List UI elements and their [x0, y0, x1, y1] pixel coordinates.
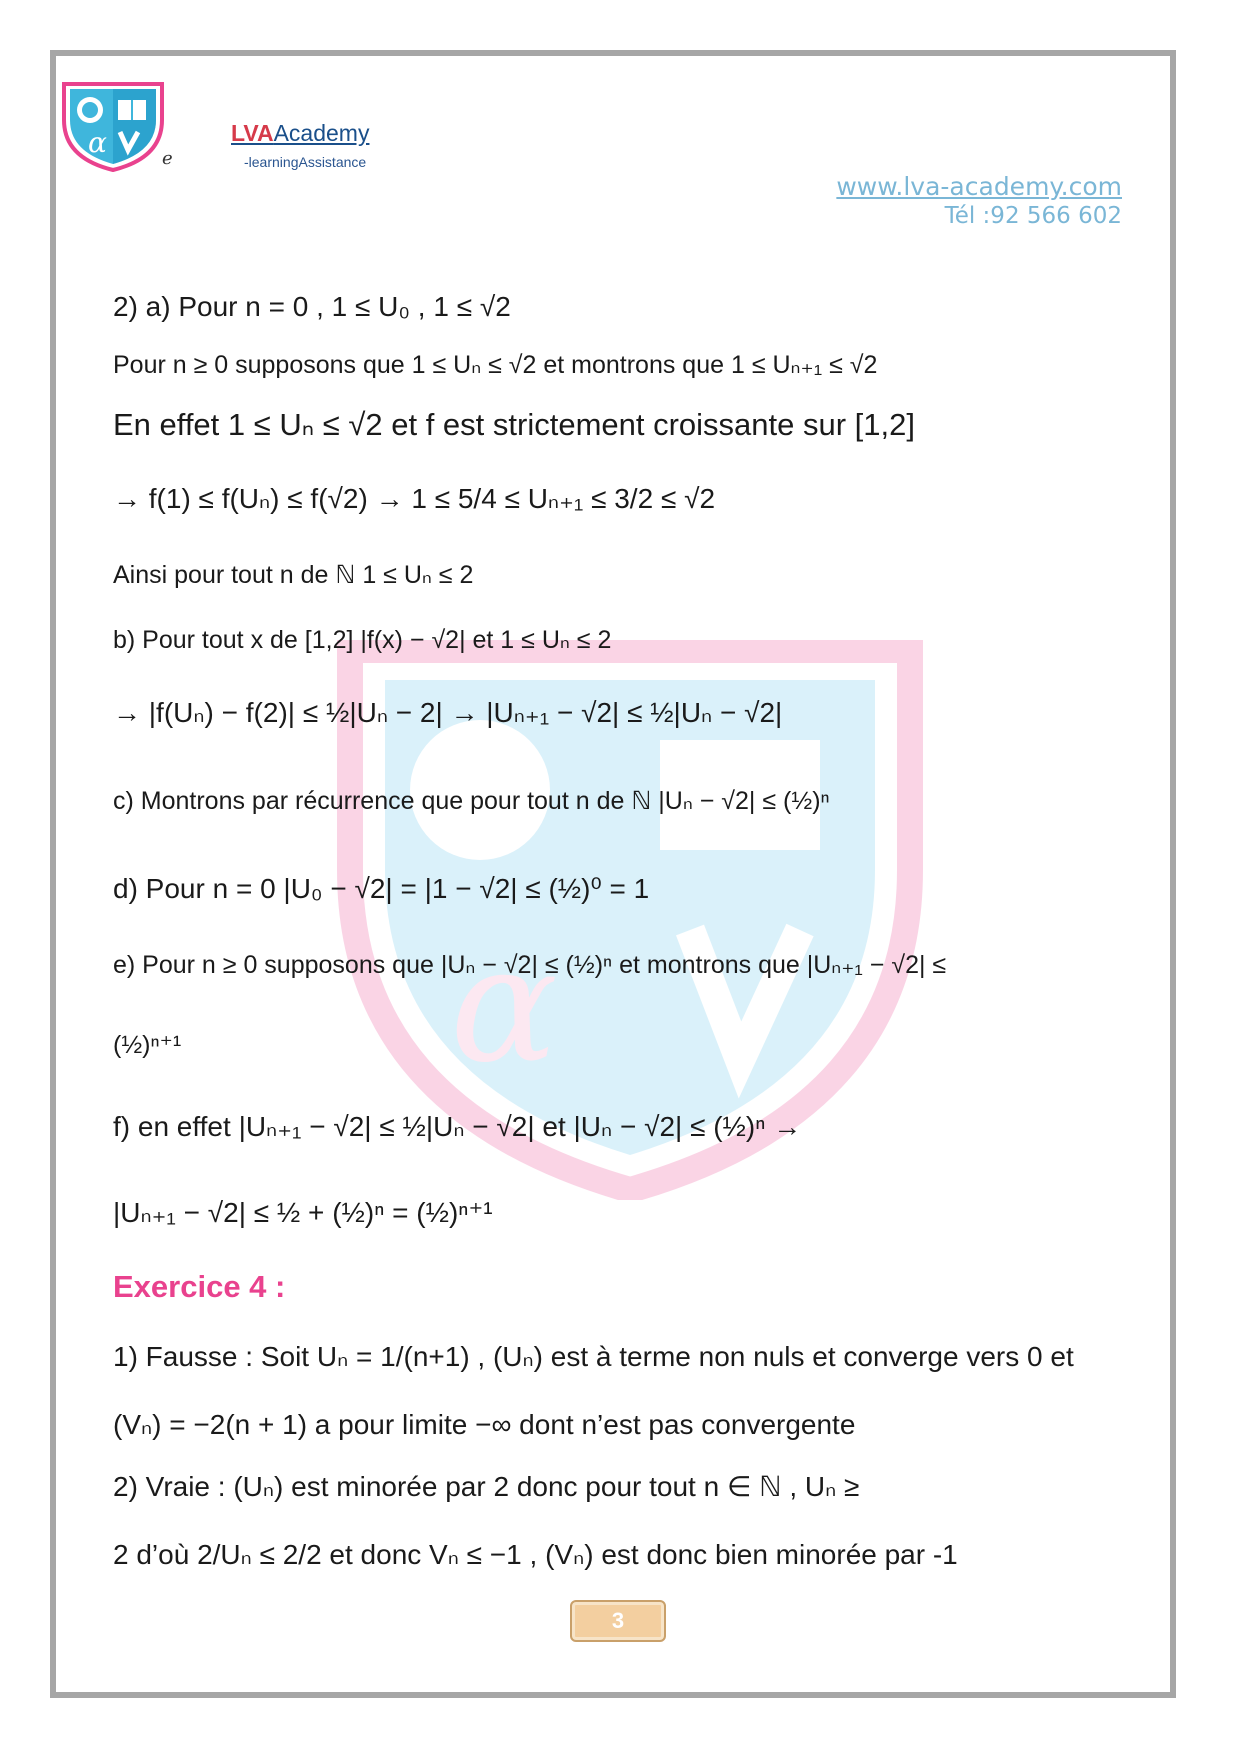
- line-f: f) en effet |Uₙ₊₁ − √2| ≤ ½|Uₙ − √2| et |Uₙ − √2| ≤ (½)ⁿ →: [113, 1111, 802, 1142]
- brand-tagline: -learningAssistance: [244, 154, 367, 170]
- line-ex4-2-cont: 2 d’où 2/Uₙ ≤ 2/2 et donc Vₙ ≤ −1 , (Vₙ) est donc bien minorée par -1: [113, 1539, 958, 1570]
- phone-number: Tél :92 566 602: [944, 203, 1122, 229]
- exercice-4-heading: Exercice 4 :: [113, 1269, 286, 1304]
- line-2a: 2) a) Pour n = 0 , 1 ≤ U₀ , 1 ≤ √2: [113, 291, 511, 322]
- brand-name: [231, 120, 369, 147]
- line-hypothesis: Pour n ≥ 0 supposons que 1 ≤ Uₙ ≤ √2 et montrons que 1 ≤ Uₙ₊₁ ≤ √2: [113, 351, 878, 379]
- website-link[interactable]: www.lva-academy.com: [836, 172, 1122, 201]
- line-c: c) Montrons par récurrence que pour tout n de ℕ |Uₙ − √2| ≤ (½)ⁿ: [113, 787, 830, 815]
- line-d: d) Pour n = 0 |U₀ − √2| = |1 − √2| ≤ (½)⁰ = 1: [113, 873, 650, 904]
- line-ex4-1: 1) Fausse : Soit Uₙ = 1/(n+1) , (Uₙ) est à terme non nuls et converge vers 0 et: [113, 1341, 1074, 1372]
- line-f-cont: |Uₙ₊₁ − √2| ≤ ½ + (½)ⁿ = (½)ⁿ⁺¹: [113, 1197, 493, 1228]
- line-inequality-chain: → f(1) ≤ f(Uₙ) ≤ f(√2) → 1 ≤ 5/4 ≤ Uₙ₊₁ ≤ 3/2 ≤ √2: [113, 483, 716, 514]
- page-number: 3: [570, 1600, 666, 1642]
- line-ainsi: Ainsi pour tout n de ℕ 1 ≤ Uₙ ≤ 2: [113, 561, 474, 589]
- line-e-cont: (½)ⁿ⁺¹: [113, 1031, 182, 1059]
- line-b: b) Pour tout x de [1,2] |f(x) − √2| et 1 ≤ Uₙ ≤ 2: [113, 626, 612, 654]
- svg-text:α: α: [88, 126, 107, 159]
- line-e: e) Pour n ≥ 0 supposons que |Uₙ − √2| ≤ (½)ⁿ et montrons que |Uₙ₊₁ − √2| ≤: [113, 951, 947, 979]
- brand-lva: LVA: [231, 120, 274, 146]
- line-b-implication: → |f(Uₙ) − f(2)| ≤ ½|Uₙ − 2| → |Uₙ₊₁ − √2| ≤ ½|Uₙ − √2|: [113, 697, 783, 728]
- brand-academy: Academy: [273, 120, 370, 146]
- line-en-effet: En effet 1 ≤ Uₙ ≤ √2 et f est strictement croissante sur [1,2]: [113, 407, 915, 442]
- lva-logo-icon: [58, 80, 168, 172]
- line-ex4-1-cont: (Vₙ) = −2(n + 1) a pour limite −∞ dont n’est pas convergente: [113, 1409, 856, 1440]
- line-ex4-2: 2) Vraie : (Uₙ) est minorée par 2 donc pour tout n ∈ ℕ , Uₙ ≥: [113, 1471, 860, 1502]
- logo-letter: e: [162, 148, 173, 169]
- svg-text:α: α: [450, 911, 559, 1098]
